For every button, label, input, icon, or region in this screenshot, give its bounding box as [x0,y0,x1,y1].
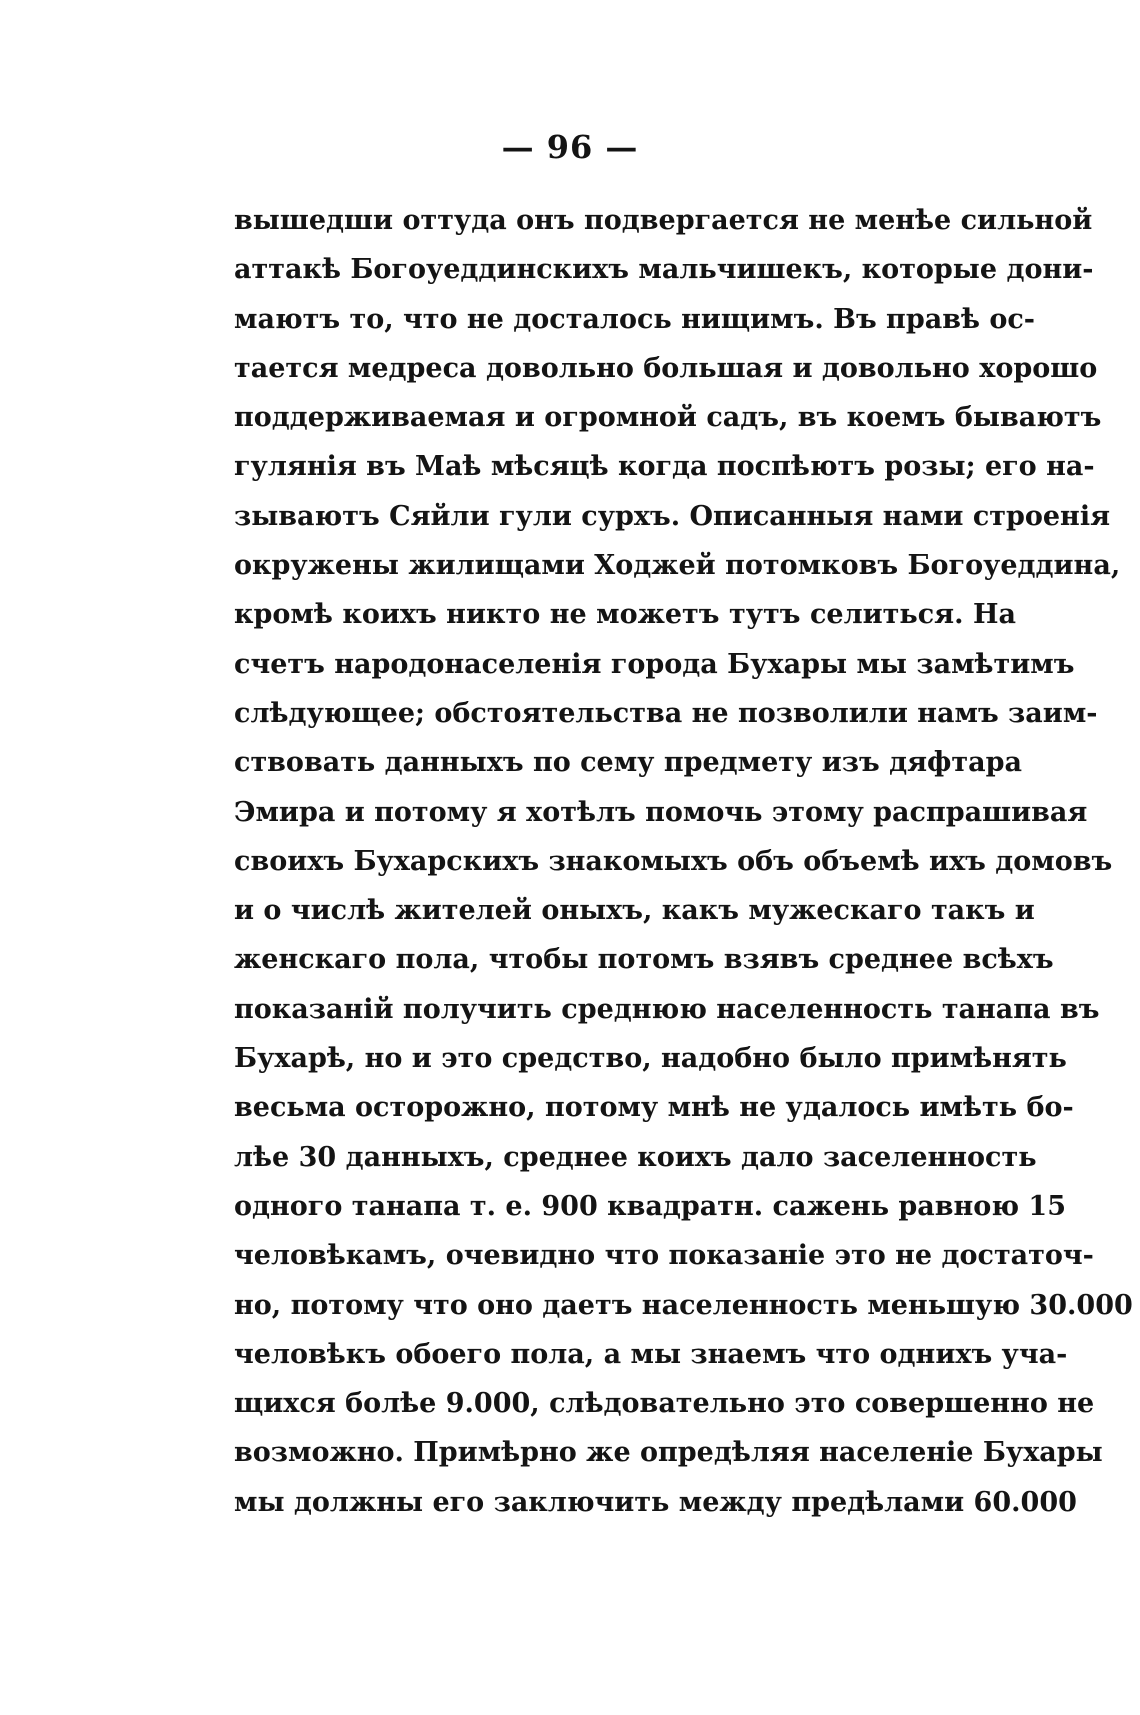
body-text [234,196,1133,1527]
text-line: возможно. Примѣрно же опредѣляя населеніе Бухары [234,1437,1103,1469]
text-line: слѣдующее; обстоятельства не позволили намъ заим- [234,697,1098,729]
text-line: лѣе 30 данныхъ, среднее коихъ дало заселенность [234,1141,1037,1173]
text-line: человѣкамъ, очевидно что показаніе это не достаточ- [234,1240,1094,1272]
text-line: зываютъ Сяйли гули сурхъ. Описанныя нами строенія [234,500,1111,532]
text-line: аттакѣ Богоуеддинскихъ мальчишекъ, которые дони- [234,254,1094,286]
text-line: Эмира и потому я хотѣлъ помочь этому распрашивая [234,796,1088,828]
text-line: показаній получить среднюю населенность танапа въ [234,993,1100,1025]
text-line: человѣкъ обоего пола, а мы знаемъ что однихъ уча- [234,1338,1068,1370]
page-number: — 96 — [501,128,639,166]
text-line: вышедши оттуда онъ подвергается не менѣе сильной [234,205,1093,236]
text-line: мы должны его заключить между предѣлами 60.000 [234,1486,1077,1518]
text-line: счетъ народонаселенія города Бухары мы замѣтимъ [234,648,1075,680]
text-line: ствовать данныхъ по сему предмету изъ дяфтара [234,747,1022,779]
text-line: одного танапа т. е. 900 квадратн. сажень равною 15 [234,1190,1066,1222]
text-line: гулянія въ Маѣ мѣсяцѣ когда поспѣютъ розы; его на- [234,451,1095,483]
text-line: но, потому что оно даетъ населенность меньшую 30.000 [234,1289,1133,1321]
text-line: кромѣ коихъ никто не можетъ тутъ селиться. На [234,599,1016,631]
text-line: тается медреса довольно большая и довольно хорошо [234,352,1098,384]
text-line: окружены жилищами Ходжей потомковъ Богоуеддина, [234,550,1121,582]
text-line: маютъ то, что не досталось нищимъ. Въ правѣ ос- [234,303,1035,335]
text-line: весьма осторожно, потому мнѣ не удалось имѣть бо- [234,1092,1074,1124]
text-line: своихъ Бухарскихъ знакомыхъ объ объемѣ ихъ домовъ [234,845,1113,877]
text-line: женскаго пола, чтобы потомъ взявъ среднее всѣхъ [234,944,1054,976]
text-line: Бухарѣ, но и это средство, надобно было примѣнять [234,1043,1067,1075]
text-line: щихся болѣе 9.000, слѣдовательно это совершенно не [234,1388,1095,1420]
text-line: поддерживаемая и огромной садъ, въ коемъ бываютъ [234,402,1102,434]
text-line: и о числѣ жителей оныхъ, какъ мужескаго такъ и [234,895,1035,927]
